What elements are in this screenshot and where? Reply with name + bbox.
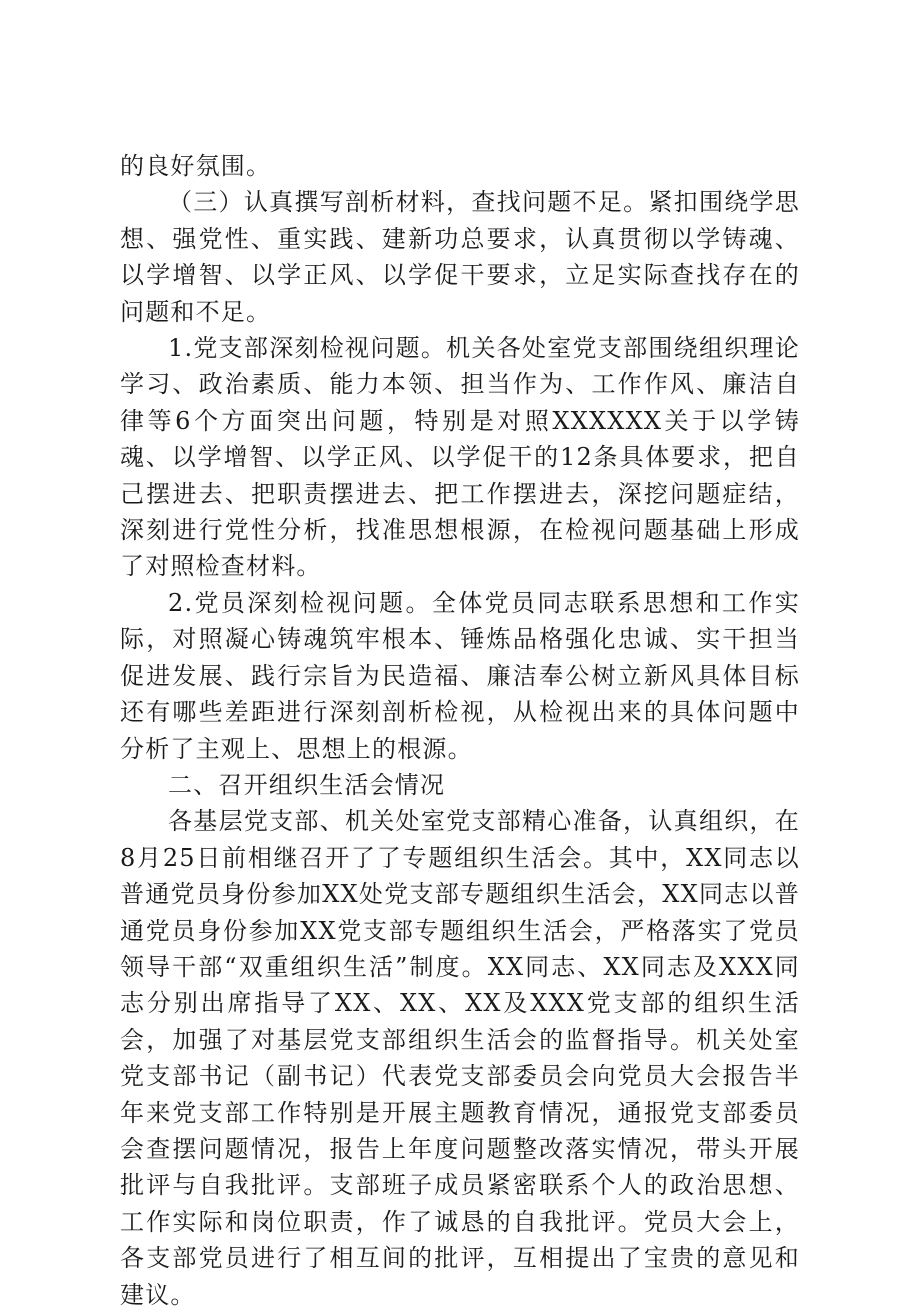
section-heading-two: 二、召开组织生活会情况 bbox=[168, 770, 446, 799]
paragraph-meeting-details: 各基层党支部、机关处室党支部精心准备，认真组织，在8月25日前相继召开了了专题组织生活会。其中，XX同志以普通党员身份参加XX处党支部专题组织生活会，XX同志以普通党员身份参加XX党支部专题组织生活会，严格落实了党员领导干部“双重组织生活”制度。XX同志、XX同志及XXX同志分别出席指导了XX、XX、XX及XXX党支部的组织生活会，加强了对基层党支部组织生活会的监督指导。机关处室党支部书记（副书记）代表党支部委员会向党员大会报告半年来党支部工作特别是开展主题教育情况，通报党支部委员会查摆问题情况，报告上年度问题整改落实情况，带头开展批评与自我批评。支部班子成员紧密联系个人的政治思想、工作实际和岗位职责，作了诚恳的自我批评。党员大会上，各支部党员进行了相互间的批评，互相提出了宝贵的意见和建议。 bbox=[120, 807, 800, 1309]
paragraph-continuation: 的良好氛围。 bbox=[120, 152, 272, 180]
paragraph-item-one: 1.党支部深刻检视问题。机关各处室党支部围绕组织理论学习、政治素质、能力本领、担当作为、工作作风、廉洁自律等6个方面突出问题，特别是对照XXXXXX关于以学铸魂、以学增智、以学正风、以学促干的12条具体要求，把自己摆进去、把职责摆进去、把工作摆进去，深挖问题症结，深刻进行党性分析，找准思想根源，在检视问题基础上形成了对照检查材料。 bbox=[120, 334, 800, 581]
paragraph-item-two: 2.党员深刻检视问题。全体党员同志联系思想和工作实际，对照凝心铸魂筑牢根本、锤炼品格强化忠诚、实干担当促进发展、践行宗旨为民造福、廉洁奉公树立新风具体目标还有哪些差距进行深刻剖析检视，从检视出来的具体问题中分析了主观上、思想上的根源。 bbox=[120, 588, 800, 763]
paragraph-section-three: （三）认真撰写剖析材料，查找问题不足。紧扣围绕学思想、强党性、重实践、建新功总要求，认真贯彻以学铸魂、以学增智、以学正风、以学促干要求，立足实际查找存在的问题和不足。 bbox=[120, 188, 800, 326]
document-body bbox=[120, 148, 800, 1313]
